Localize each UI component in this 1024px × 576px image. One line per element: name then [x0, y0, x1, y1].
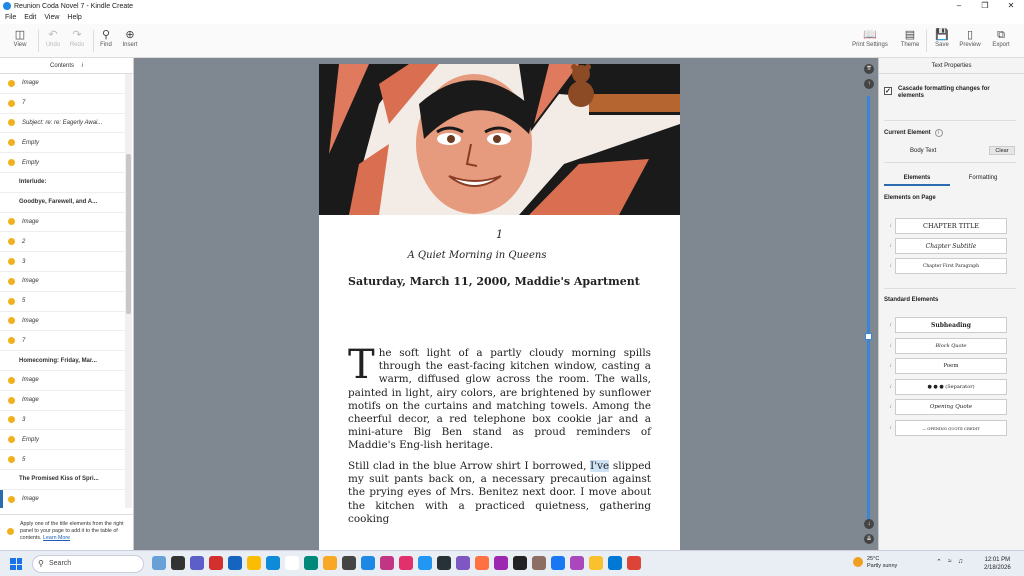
chrome-icon[interactable]	[627, 556, 641, 570]
first-paragraph[interactable]	[348, 342, 651, 453]
wifi-icon[interactable]: ≈	[947, 558, 952, 565]
toc-item-label: Interlude:	[19, 179, 47, 186]
divider	[884, 120, 1016, 121]
toc-item-label: The Promised Kiss of Spri...	[19, 476, 99, 483]
redo-icon: ↷	[72, 29, 82, 41]
toc-dot-icon	[8, 496, 15, 503]
toc-item[interactable]	[0, 331, 126, 351]
toc-item-label: Empty	[22, 436, 40, 443]
toc-dot-icon	[8, 337, 15, 344]
scroll-up-icon[interactable]: ↑	[864, 79, 874, 89]
toc-dot-icon	[8, 436, 15, 443]
save-button[interactable]: 💾 Save	[926, 28, 958, 48]
preview-button[interactable]: ▯ Preview	[954, 28, 986, 48]
view-button[interactable]: ◫ View	[4, 28, 36, 48]
info-icon[interactable]: i	[890, 383, 892, 390]
find-button[interactable]: ⚲ Find	[90, 28, 122, 48]
element-style-label: Chapter First Paragraph	[922, 264, 980, 269]
windows-start-icon[interactable]	[10, 558, 22, 570]
info-icon[interactable]: i	[935, 129, 943, 137]
toc-item-label: Goodbye, Farewell, and A...	[19, 199, 98, 206]
title-bar	[0, 0, 1024, 12]
element-style-label: Subheading	[931, 322, 971, 329]
contents-footer: Apply one of the title elements from the right panel to your page to add it to the table of contents. Learn More	[0, 514, 134, 550]
toc-item[interactable]	[0, 312, 126, 332]
chevron-up-icon[interactable]: ⌃	[936, 559, 942, 566]
toc-heading[interactable]	[0, 351, 126, 371]
toc-item-label: Image	[22, 278, 39, 285]
toc-item-label: Subject: re: re: Eagerly Awai...	[22, 119, 103, 126]
info-icon[interactable]: i	[890, 322, 892, 328]
element-style-button[interactable]	[890, 218, 1007, 234]
sun-icon	[853, 557, 863, 567]
toc-item[interactable]	[0, 114, 126, 134]
toc-item-label: Image	[22, 397, 39, 404]
menu-help[interactable]: Help	[67, 14, 82, 21]
contents-list	[0, 74, 126, 508]
element-style-label: CHAPTER TITLE	[922, 222, 980, 230]
toc-heading[interactable]	[0, 193, 126, 213]
element-style-button[interactable]	[890, 399, 1007, 415]
toc-heading[interactable]	[0, 470, 126, 490]
toc-item-label: Image	[22, 496, 39, 503]
chapter-illustration[interactable]	[319, 64, 680, 215]
paragraph-text: slipped my suit pants back on, a necessary precaution against the prying eyes of Mrs. Benitez next door. I move about the kitchen with a practiced quietness, gathering cooking	[348, 460, 651, 525]
app-icon[interactable]	[494, 556, 508, 570]
cascade-checkbox[interactable]: ✓	[885, 88, 891, 95]
toc-item-label: Homecoming: Friday, Mar...	[19, 357, 97, 364]
menu-view[interactable]: View	[44, 14, 60, 21]
element-style-label: Chapter Subtitle	[925, 243, 977, 250]
book-page[interactable]	[319, 64, 680, 550]
element-style-label: — OPENING QUOTE CREDIT	[922, 425, 980, 431]
element-style-label: Poem	[943, 363, 959, 369]
export-icon: ⧉	[997, 29, 1005, 41]
clear-button[interactable]: Clear	[989, 146, 1015, 155]
print-settings-button[interactable]: 📖 Print Settings	[848, 28, 892, 48]
toc-item-label: Image	[22, 377, 39, 384]
toc-item-label: Image	[22, 80, 39, 87]
toc-item[interactable]	[0, 213, 126, 233]
toc-item[interactable]	[0, 272, 126, 292]
info-icon[interactable]: i	[890, 263, 892, 269]
chrome-icon[interactable]	[247, 556, 261, 570]
element-style-button[interactable]	[890, 379, 1007, 395]
firefox-icon[interactable]	[475, 556, 489, 570]
tablet-icon: ▯	[966, 29, 974, 41]
app-icon[interactable]	[228, 556, 242, 570]
toc-item[interactable]	[0, 74, 126, 94]
toc-item-label: 3	[22, 258, 26, 265]
chapter-number[interactable]: 1	[496, 228, 503, 241]
teams-icon[interactable]	[190, 556, 204, 570]
export-button[interactable]: ⧉ Export	[985, 28, 1017, 48]
info-icon[interactable]: i	[890, 342, 892, 349]
text-properties-header: Text Properties	[879, 58, 1024, 74]
current-element-value: Body Text	[910, 148, 937, 154]
app-icon[interactable]	[456, 556, 470, 570]
element-style-button[interactable]	[890, 358, 1007, 374]
toc-item-label: Image	[22, 317, 39, 324]
toc-item[interactable]	[0, 133, 126, 153]
tab-elements[interactable]: Elements	[884, 172, 950, 186]
menu-bar	[0, 12, 1024, 23]
scrollbar-thumb[interactable]	[126, 154, 131, 314]
insert-button[interactable]: ⊕ Insert	[114, 28, 146, 48]
toc-item[interactable]	[0, 391, 126, 411]
view-icon: ◫	[14, 29, 26, 41]
body-paragraph[interactable]	[348, 460, 651, 526]
outlook-icon[interactable]	[608, 556, 622, 570]
search-icon: ⚲	[38, 559, 44, 568]
save-icon: 💾	[935, 29, 949, 41]
date-heading[interactable]: Saturday, March 11, 2000, Maddie's Apartment	[348, 275, 640, 288]
contents-panel	[0, 58, 134, 550]
system-tray	[936, 558, 963, 566]
divider	[884, 288, 1016, 289]
toc-item[interactable]	[0, 411, 126, 431]
file-explorer-icon[interactable]	[323, 556, 337, 570]
info-icon[interactable]: i	[890, 223, 892, 229]
info-icon[interactable]: i	[890, 243, 892, 249]
menu-file[interactable]: File	[5, 14, 17, 21]
spacer	[285, 556, 299, 570]
toc-item-label: Empty	[22, 139, 40, 146]
app-icon[interactable]	[304, 556, 318, 570]
menu-edit[interactable]: Edit	[24, 14, 37, 21]
scroll-down-icon[interactable]: ↓	[864, 519, 874, 529]
paragraph-text: Still clad in the blue Arrow shirt I borrowed,	[348, 460, 591, 472]
element-style-button[interactable]	[890, 317, 1007, 333]
app-icon[interactable]	[209, 556, 223, 570]
scroll-bottom-icon[interactable]: ⇊	[864, 534, 874, 544]
info-icon[interactable]: i	[890, 424, 892, 431]
redo-button[interactable]: ↷ Redo	[61, 28, 93, 48]
toc-item-label: 7	[22, 337, 26, 344]
toc-dot-icon	[8, 218, 15, 225]
app-icon[interactable]	[532, 556, 546, 570]
toc-item[interactable]	[0, 450, 126, 470]
toc-item-label: 5	[22, 298, 26, 305]
app-icon[interactable]	[171, 556, 185, 570]
toc-item-label: 3	[22, 416, 26, 423]
window-title: Reunion Coda Novel 7 - Kindle Create	[14, 2, 134, 10]
toc-dot-icon	[7, 528, 14, 535]
undo-button[interactable]: ↶ Undo	[37, 28, 69, 48]
taskbar-clock[interactable]: 12:01 PM 2/18/2026	[984, 557, 1011, 571]
toc-dot-icon	[8, 278, 15, 285]
toc-dot-icon	[8, 397, 15, 404]
instagram-icon[interactable]	[380, 556, 394, 570]
editor-canvas	[134, 58, 878, 550]
toc-dot-icon	[8, 238, 15, 245]
toc-dot-icon	[8, 317, 15, 324]
toc-dot-icon	[8, 159, 15, 166]
properties-tabs	[884, 172, 1016, 186]
toc-item-label: 5	[22, 456, 26, 463]
theme-button[interactable]: ▤ Theme	[894, 28, 926, 48]
current-element-label: Current Element i	[884, 129, 943, 137]
app-icon[interactable]	[152, 556, 166, 570]
toc-dot-icon	[8, 258, 15, 265]
app-icon[interactable]	[342, 556, 356, 570]
undo-icon: ↶	[48, 29, 58, 41]
toc-dot-icon	[8, 80, 15, 87]
selected-text[interactable]: I've	[590, 460, 610, 472]
toc-item[interactable]	[0, 252, 126, 272]
drop-cap: T	[348, 342, 375, 388]
app-icon[interactable]	[437, 556, 451, 570]
toc-item[interactable]	[0, 371, 126, 391]
toc-item[interactable]	[0, 153, 126, 173]
element-style-button[interactable]	[890, 420, 1007, 436]
toc-item[interactable]	[0, 430, 126, 450]
element-style-label: Block Quote	[935, 342, 967, 349]
close-icon[interactable]: ✕	[1007, 1, 1015, 10]
toc-dot-icon	[8, 139, 15, 146]
toc-dot-icon	[8, 377, 15, 384]
taskbar-search[interactable]: ⚲ Search	[32, 555, 144, 573]
toc-item-label: Empty	[22, 159, 40, 166]
toc-item[interactable]	[0, 292, 126, 312]
learn-more-link[interactable]: Learn More	[42, 535, 71, 541]
element-style-button[interactable]	[890, 338, 1007, 354]
canvas-scrollbar[interactable]	[863, 64, 875, 544]
toc-item-label: 2	[22, 238, 26, 245]
divider	[884, 162, 1016, 163]
toc-dot-icon	[8, 456, 15, 463]
contents-scrollbar[interactable]	[125, 74, 132, 508]
toc-item[interactable]	[0, 94, 126, 114]
element-style-button[interactable]	[890, 258, 1007, 274]
toc-item-label: Image	[22, 218, 39, 225]
app-icon[interactable]	[570, 556, 584, 570]
toolbar	[0, 24, 1024, 58]
info-icon[interactable]: i	[890, 363, 892, 369]
weather-widget[interactable]: 25°C Partly sunny	[853, 556, 897, 570]
instagram-icon[interactable]	[399, 556, 413, 570]
contents-header: Contents i	[0, 58, 133, 74]
tab-formatting[interactable]: Formatting	[968, 175, 998, 181]
text-properties-panel	[878, 58, 1024, 550]
element-style-button[interactable]	[890, 238, 1007, 254]
toc-heading[interactable]	[0, 173, 126, 193]
chapter-subtitle[interactable]: A Quiet Morning in Queens	[407, 250, 547, 261]
elements-on-page-label: Elements on Page	[884, 195, 936, 201]
info-icon[interactable]: i	[890, 404, 892, 410]
edge-icon[interactable]	[361, 556, 375, 570]
toc-item-label: 7	[22, 100, 26, 107]
facebook-icon[interactable]	[551, 556, 565, 570]
toc-dot-icon	[8, 119, 15, 126]
element-style-label: Opening Quote	[929, 404, 973, 410]
scroll-top-icon[interactable]: ⇈	[864, 64, 874, 74]
toc-item[interactable]	[0, 232, 126, 252]
window-controls	[946, 0, 1024, 12]
maximize-icon[interactable]: ❐	[981, 1, 989, 10]
kindle-create-icon[interactable]	[418, 556, 432, 570]
taskbar	[0, 550, 1024, 576]
kindle-create-icon	[3, 2, 11, 10]
book-icon: 📖	[863, 29, 877, 41]
scroll-thumb[interactable]	[865, 333, 872, 340]
element-style-label: ● ● ● (Separator)	[927, 383, 975, 390]
cascade-option[interactable]: ✓ Cascade formatting changes for elements	[885, 86, 990, 99]
search-icon: ⚲	[101, 29, 111, 41]
standard-elements-label: Standard Elements	[884, 297, 939, 303]
chrome-icon[interactable]	[589, 556, 603, 570]
plus-circle-icon: ⊕	[125, 29, 135, 41]
toc-dot-icon	[8, 100, 15, 107]
minimize-icon[interactable]: –	[956, 1, 962, 10]
app-icon[interactable]	[266, 556, 280, 570]
scroll-track[interactable]	[867, 96, 870, 521]
info-icon[interactable]: i	[81, 63, 84, 69]
taskbar-apps	[152, 556, 641, 570]
toc-dot-icon	[8, 298, 15, 305]
toc-item[interactable]	[0, 490, 126, 508]
amazon-icon[interactable]	[513, 556, 527, 570]
theme-icon: ▤	[904, 29, 916, 41]
toc-dot-icon	[8, 416, 15, 423]
volume-icon[interactable]: ♫	[957, 558, 963, 565]
paragraph-text: he soft light of a partly cloudy morning spills through the east-facing kitchen window, casting a warm, diffused glow across the room. The walls, painted in light, airy colors, are brightened by sunflower motifs on the curtains and matching towels. Among the cheerful decor, a red telephone box cookie jar and a mini-ature Big Ben stand as proud reminders of Maddie's Eng-lish heritage.	[348, 347, 651, 452]
